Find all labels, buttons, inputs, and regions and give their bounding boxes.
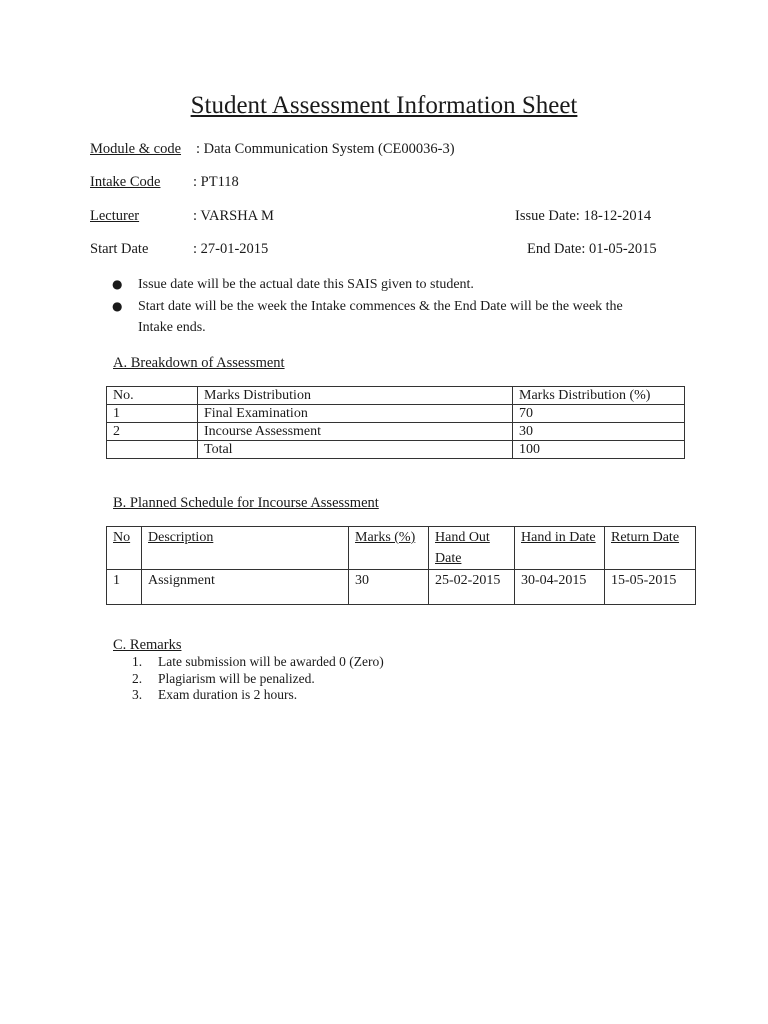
lecturer-label: Lecturer (90, 208, 140, 224)
list-item-continuation: Intake ends. (138, 320, 206, 335)
header-cell: Marks Distribution (%) (513, 387, 685, 405)
table-row (107, 405, 685, 423)
bullet-icon: ● (112, 298, 123, 313)
list-item: ● Start date will be the week the Intake commences & the End Date will be the week the (112, 296, 672, 318)
table-row (107, 570, 696, 605)
list-item: 3. Exam duration is 2 hours. (132, 687, 298, 702)
intake-value: : PT118 (193, 174, 239, 190)
header-cell: Hand Out Date (429, 527, 515, 570)
table-cell: 70 (513, 405, 685, 423)
header-cell: Description (142, 527, 349, 570)
breakdown-table (106, 386, 685, 459)
start-date-label: Start Date (90, 241, 149, 257)
table-row (107, 441, 685, 459)
table-cell: Total (198, 441, 513, 459)
table-cell: 100 (513, 441, 685, 459)
remarks-list (132, 654, 384, 704)
table-cell: 30 (513, 423, 685, 441)
header-cell: Hand in Date (515, 527, 605, 570)
module-label: Module & code (90, 141, 182, 157)
header-cell: Marks (%) (349, 527, 429, 570)
table-cell: 30 (349, 570, 429, 605)
page-title: Student Assessment Information Sheet (190, 92, 578, 119)
table-cell: 1 (107, 570, 142, 605)
list-item: ● Issue date will be the actual date this SAIS given to student. (112, 274, 672, 296)
table-cell: Final Examination (198, 405, 513, 423)
table-header-row (107, 387, 685, 405)
notes-list (112, 274, 672, 339)
intake-label: Intake Code (90, 174, 161, 190)
table-cell: 15-05-2015 (605, 570, 696, 605)
module-value: : Data Communication System (CE00036-3) (196, 141, 455, 157)
schedule-table (106, 526, 696, 605)
table-cell: Incourse Assessment (198, 423, 513, 441)
section-b-heading: B. Planned Schedule for Incourse Assessment (113, 495, 379, 511)
issue-date: Issue Date: 18-12-2014 (515, 208, 652, 224)
section-c-heading: C. Remarks (113, 637, 182, 653)
list-item: 1. Late submission will be awarded 0 (Zero) (132, 654, 384, 669)
section-a-heading: A. Breakdown of Assessment (113, 355, 285, 371)
lecturer-value: : VARSHA M (193, 208, 274, 224)
table-header-row (107, 527, 696, 570)
bullet-icon: ● (112, 277, 123, 291)
list-item: 2. Plagiarism will be penalized. (132, 670, 315, 686)
start-date-value: : 27-01-2015 (193, 241, 269, 257)
header-cell: No (107, 527, 142, 570)
header-cell: No. (107, 387, 198, 405)
end-date: End Date: 01-05-2015 (527, 241, 657, 257)
header-cell: Marks Distribution (198, 387, 513, 405)
table-cell: 25-02-2015 (429, 570, 515, 605)
table-cell (107, 441, 198, 459)
table-cell: 1 (107, 405, 198, 423)
table-cell: Assignment (142, 570, 349, 605)
table-cell: 30-04-2015 (515, 570, 605, 605)
table-row (107, 423, 685, 441)
header-cell: Return Date (605, 527, 696, 570)
table-cell: 2 (107, 423, 198, 441)
